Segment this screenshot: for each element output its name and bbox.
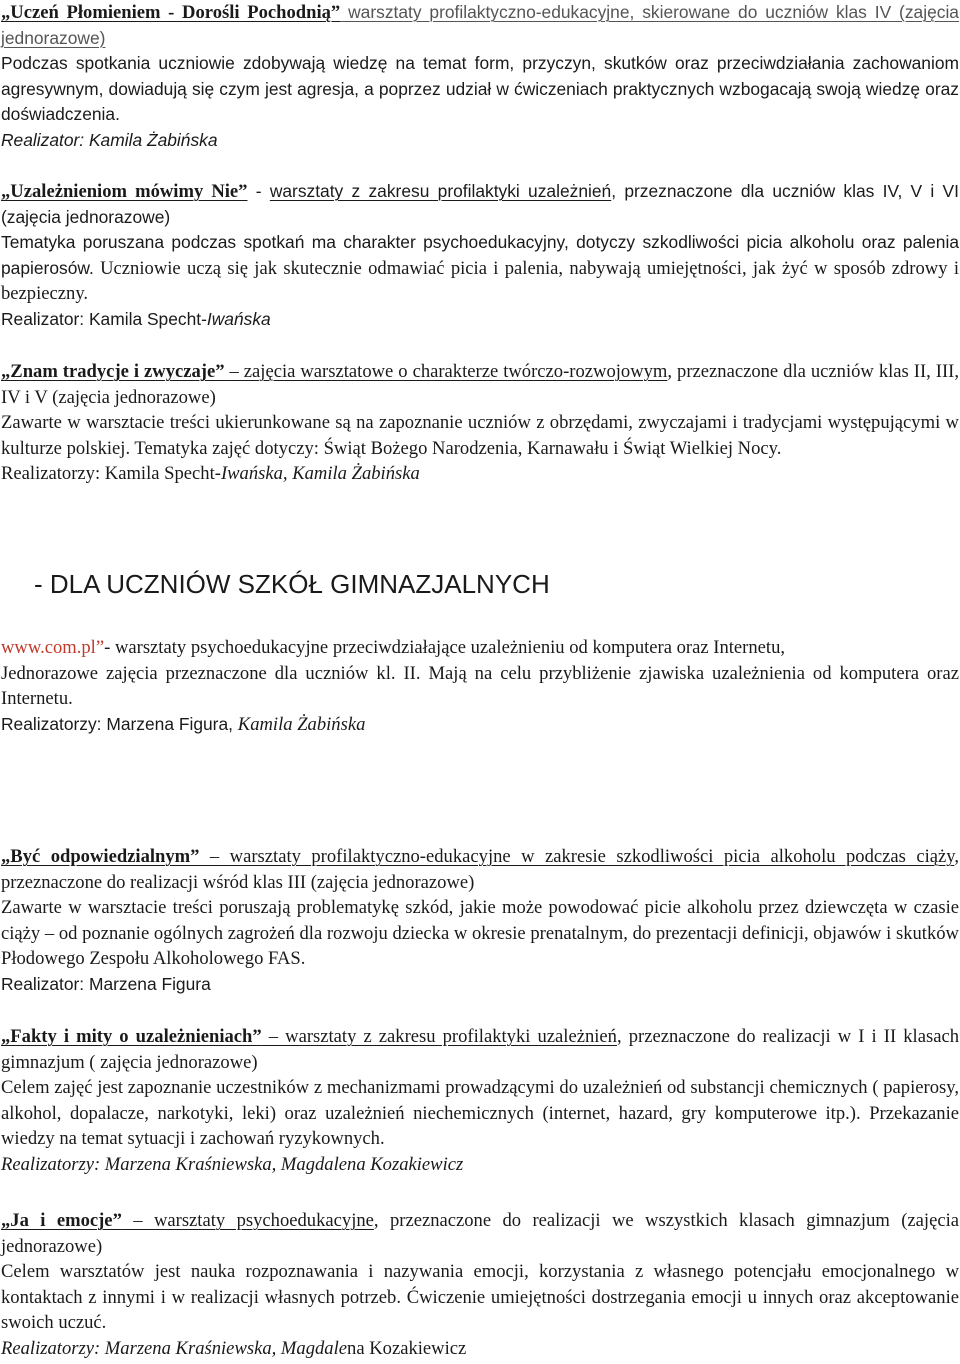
workshop-description: Zawarte w warsztacie treści poruszają problematykę szkód, jakie może powodować picie alkoholu przez dziewczęta w czasie ciąży – od poznanie ogólnych zagrożeń dla rozwoju dziecka w okresie prenatalnym, do prezentacji definicji, objawów i skutków Płodowego Zespołu Alkoholowego FAS. [1,897,959,970]
workshop-realizator [1,712,959,738]
workshop-byc-odpowiedzialnym [1,844,959,998]
workshop-title-line [1,359,959,410]
workshop-title-line [1,1024,959,1075]
workshop-subtitle: , przeznaczone do realizacji wśród klas III (zajęcia jednorazowe) [1,846,960,893]
workshop-title-line [1,1208,959,1259]
workshop-realizator: Realizatorzy: Marzena Kraśniewska, Magdalena Kozakiewicz [1,1153,464,1175]
workshop-title: „Ja i emocje” [1,1210,122,1231]
workshop-www-com-pl [1,635,959,737]
workshop-realizator [1,1336,959,1362]
workshop-title: www.com.pl” [1,637,105,658]
workshop-znam-tradycje [1,359,959,487]
workshop-subtitle-link: – warsztaty profilaktyczno-edukacyjne w zakresie szkodliwości picia alkoholu podczas ciąży [199,846,955,867]
workshop-title: „Uzależnieniom mówimy Nie” [1,181,248,202]
workshop-title: „Fakty i mity o uzależnieniach” [1,1026,262,1047]
workshop-realizator-part: Realizatorzy: Marzena Kraśniewska, Magdale [1,1337,348,1359]
workshop-uzaleznieniom-mowimy-nie [1,179,959,333]
workshop-title-separator: - [247,181,270,201]
workshop-realizator-part: Iwańska, Kamila Żabińska [220,463,420,485]
workshop-realizator-part: na Kozakiewicz [347,1337,467,1359]
section-heading-gimnazjum: - DLA UCZNIÓW SZKÓŁ GIMNAZJALNYCH [34,569,550,599]
workshop-realizator-part: Iwańska [206,308,271,329]
workshop-title-line [1,844,959,895]
workshop-ja-i-emocje [1,1208,959,1362]
workshop-realizator [1,461,959,487]
workshop-subtitle: , przeznaczone do realizacji we wszystkich klasach gimnazjum (zajęcia jednorazowe) [1,1210,960,1257]
workshop-description [1,230,959,307]
workshop-title-line [1,0,959,51]
workshop-description: Jednorazowe zajęcia przeznaczone dla uczniów kl. II. Mają na celu przybliżenie zjawiska uzależnienia od komputera oraz Internetu. [1,662,959,710]
workshop-title-line [1,179,959,230]
workshop-subtitle-link: – zajęcia warsztatowe o charakterze twórczo-rozwojowym [224,361,668,382]
workshop-title: „Uczeń Płomieniem - Dorośli Pochodnią” [1,2,341,23]
workshop-title: „Być odpowiedzialnym” [1,846,200,867]
workshop-realizator [1,307,959,333]
workshop-title-line [1,635,959,661]
workshop-subtitle: , przeznaczone dla uczniów klas II, III, IV i V (zajęcia jednorazowe) [1,361,960,408]
workshop-description-part: Uczniowie uczą się jak skutecznie odmawiać picia i palenia, nabywają umiejętności, jak żyć w sposób zdrowy i bezpieczny. [1,257,959,305]
workshop-realizator-part: Kamila Żabińska [237,713,366,735]
workshop-subtitle: , przeznaczone do realizacji w I i II klasach gimnazjum ( zajęcia jednorazowe) [1,1026,960,1073]
workshop-realizator: Realizator: Kamila Żabińska [1,129,218,150]
workshop-subtitle-link: warsztaty z zakresu profilaktyki uzależnień [269,181,612,201]
workshop-description [1,1075,959,1152]
workshop-realizator: Realizator: Marzena Figura [1,973,211,994]
workshop-subtitle: - warsztaty psychoedukacyjne przeciwdziałające uzależnieniu od komputera oraz Internetu, [104,637,786,658]
workshop-description: Celem warsztatów jest nauka rozpoznawania i nazywania emocji, korzystania z własnego potencjału emocjonalnego w kontaktach z innymi i w realizacji własnych potrzeb. Ćwiczenie umiejętności dostrzegania emocji u innych oraz akceptowanie swoich uczuć. [1,1261,959,1334]
workshop-subtitle-link: – warsztaty psychoedukacyjne [121,1210,374,1231]
workshop-realizator-part: Realizatorzy: Kamila Specht- [1,463,221,485]
workshop-subtitle-link: – warsztaty z zakresu profilaktyki uzależnień [261,1026,617,1047]
workshop-realizator-part: Realizator: Kamila Specht- [1,308,207,329]
workshop-description-part: Tematyka poruszana podczas spotkań ma charakter psychoedukacyjny, dotyczy szkodliwości picia alkoholu oraz palenia papierosów. [1,232,959,278]
workshop-description: Zawarte w warsztacie treści ukierunkowane są na zapoznanie uczniów z obrzędami, zwyczajami i tradycjami występującymi w kulturze polskiej. Tematyka zajęć dotyczy: Świąt Bożego Narodzenia, Karnawału i Świąt Wielkiej Nocy. [1,412,959,459]
workshop-description: Podczas spotkania uczniowie zdobywają wiedzę na temat form, przyczyn, skutków oraz przeciwdziałania zachowaniom agresywnym, dowiadują się czym jest agresja, a poprzez udział w ćwiczeniach praktycznych wzbogacają swoją wiedzę oraz doświadczenia. [1,53,959,125]
workshop-title: „Znam tradycje i zwyczaje” [1,361,225,382]
workshop-description-part: Celem zajęć jest zapoznanie uczestników z mechanizmami prowadzącymi do uzależnień od substancji chemicznych ( papierosy, alkohol, dopalacze, narkotyki, leki) oraz uzależnień niechemicznych (internet, hazard, gry komputerowe itp.). [1,1077,959,1124]
workshop-uczen-plomieniem [1,0,959,154]
workshop-realizator-part: Realizatorzy: Marzena Figura, [1,713,238,734]
workshop-subtitle: , przeznaczone dla uczniów klas IV, V i VI (zajęcia jednorazowe) [1,181,959,227]
workshop-subtitle: warsztaty profilaktyczno-edukacyjne, skierowane do uczniów klas IV (zajęcia jednorazowe) [1,2,959,48]
workshop-fakty-i-mity [1,1024,959,1178]
workshop-description-part: Przekazanie wiedzy na temat sytuacji i zachowań ryzykownych. [1,1102,959,1150]
